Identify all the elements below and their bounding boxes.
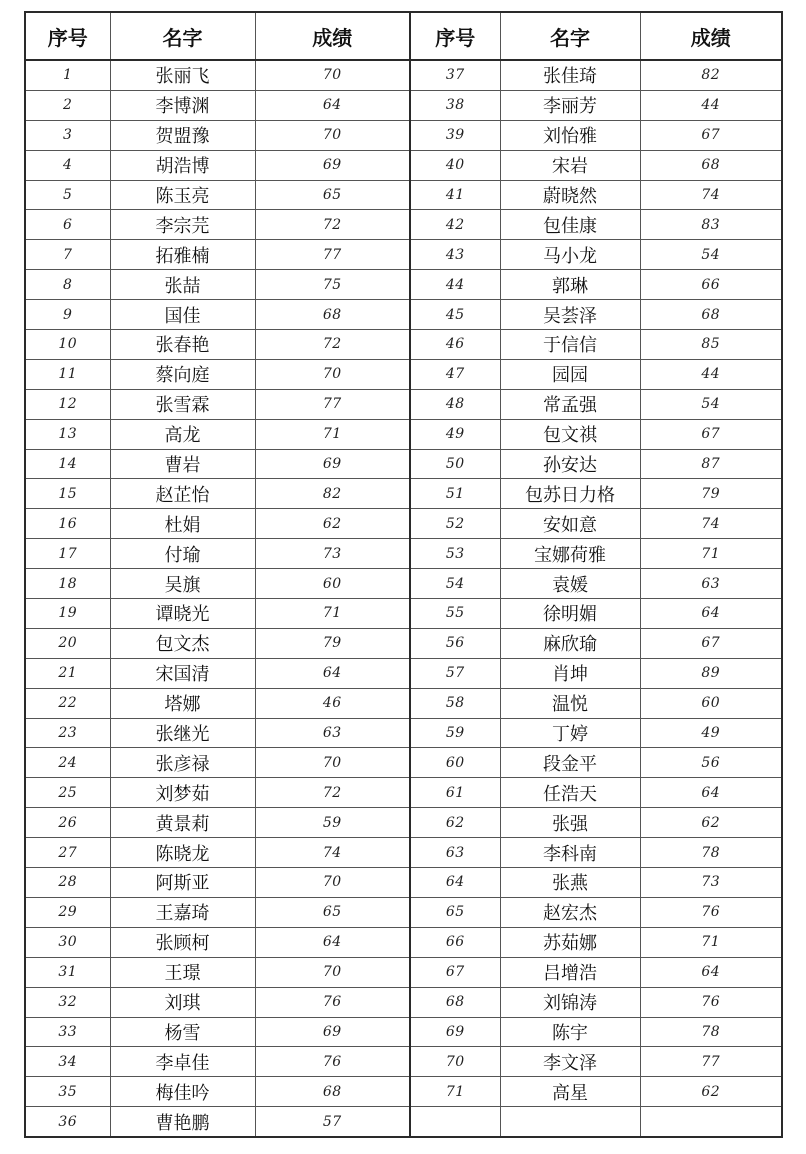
right-name-cell: 李科南 xyxy=(500,838,640,868)
table-row xyxy=(25,180,782,210)
left-score-cell: 79 xyxy=(255,628,410,658)
table-row xyxy=(25,449,782,479)
right-no-cell: 70 xyxy=(410,1047,500,1077)
left-score-cell: 68 xyxy=(255,1077,410,1107)
left-score-cell: 57 xyxy=(255,1107,410,1137)
left-name-cell: 黄景莉 xyxy=(110,808,255,838)
right-no-cell: 52 xyxy=(410,509,500,539)
right-score-cell: 71 xyxy=(640,927,782,957)
right-name-cell: 马小龙 xyxy=(500,240,640,270)
right-score-cell: 67 xyxy=(640,120,782,150)
left-score-cell: 76 xyxy=(255,987,410,1017)
left-name-cell: 包文杰 xyxy=(110,628,255,658)
right-name-cell: 常孟强 xyxy=(500,389,640,419)
right-name-cell: 任浩天 xyxy=(500,778,640,808)
left-name-cell: 李博渊 xyxy=(110,90,255,120)
left-name-cell: 贺盟豫 xyxy=(110,120,255,150)
right-score-cell: 89 xyxy=(640,658,782,688)
left-name-cell: 胡浩博 xyxy=(110,150,255,180)
right-score-cell: 60 xyxy=(640,688,782,718)
right-no-cell: 37 xyxy=(410,60,500,90)
left-no-cell: 35 xyxy=(25,1077,110,1107)
right-score-cell: 64 xyxy=(640,957,782,987)
right-no-cell: 53 xyxy=(410,539,500,569)
right-name-cell: 徐明媚 xyxy=(500,599,640,629)
right-score-cell: 77 xyxy=(640,1047,782,1077)
left-score-cell: 71 xyxy=(255,419,410,449)
left-name-cell: 吴旗 xyxy=(110,569,255,599)
right-score-cell: 66 xyxy=(640,270,782,300)
table-row xyxy=(25,569,782,599)
right-no-cell: 55 xyxy=(410,599,500,629)
left-name-cell: 曹艳鹏 xyxy=(110,1107,255,1137)
left-score-cell: 70 xyxy=(255,868,410,898)
right-no-cell: 67 xyxy=(410,957,500,987)
left-no-cell: 8 xyxy=(25,270,110,300)
left-score-cell: 70 xyxy=(255,359,410,389)
left-name-cell: 赵芷怡 xyxy=(110,479,255,509)
left-no-cell: 28 xyxy=(25,868,110,898)
right-no-cell: 46 xyxy=(410,330,500,360)
header-right-score: 成绩 xyxy=(640,12,782,60)
right-score-cell: 68 xyxy=(640,300,782,330)
right-no-cell: 38 xyxy=(410,90,500,120)
right-name-cell: 刘怡雅 xyxy=(500,120,640,150)
left-score-cell: 69 xyxy=(255,1017,410,1047)
right-score-cell: 54 xyxy=(640,389,782,419)
left-name-cell: 谭晓光 xyxy=(110,599,255,629)
right-score-cell: 67 xyxy=(640,419,782,449)
left-score-cell: 70 xyxy=(255,957,410,987)
left-name-cell: 李宗芫 xyxy=(110,210,255,240)
table-row xyxy=(25,150,782,180)
right-no-cell: 40 xyxy=(410,150,500,180)
left-no-cell: 26 xyxy=(25,808,110,838)
left-no-cell: 14 xyxy=(25,449,110,479)
left-name-cell: 高龙 xyxy=(110,419,255,449)
table-row xyxy=(25,658,782,688)
right-score-cell: 44 xyxy=(640,90,782,120)
left-no-cell: 19 xyxy=(25,599,110,629)
left-no-cell: 30 xyxy=(25,927,110,957)
right-name-cell: 张佳琦 xyxy=(500,60,640,90)
table-row xyxy=(25,270,782,300)
right-name-cell: 丁婷 xyxy=(500,718,640,748)
right-no-cell: 56 xyxy=(410,628,500,658)
right-score-cell: 76 xyxy=(640,897,782,927)
left-no-cell: 15 xyxy=(25,479,110,509)
right-no-cell: 51 xyxy=(410,479,500,509)
left-name-cell: 塔娜 xyxy=(110,688,255,718)
left-name-cell: 蔡向庭 xyxy=(110,359,255,389)
left-score-cell: 82 xyxy=(255,479,410,509)
right-name-cell: 段金平 xyxy=(500,748,640,778)
left-no-cell: 7 xyxy=(25,240,110,270)
left-no-cell: 1 xyxy=(25,60,110,90)
table-row xyxy=(25,389,782,419)
left-name-cell: 付瑜 xyxy=(110,539,255,569)
table-row xyxy=(25,210,782,240)
header-right-name: 名字 xyxy=(500,12,640,60)
table-row xyxy=(25,1047,782,1077)
header-left-name: 名字 xyxy=(110,12,255,60)
table-row xyxy=(25,688,782,718)
right-name-cell: 高星 xyxy=(500,1077,640,1107)
table-row xyxy=(25,300,782,330)
left-score-cell: 59 xyxy=(255,808,410,838)
right-no-cell: 44 xyxy=(410,270,500,300)
right-name-cell: 张强 xyxy=(500,808,640,838)
right-score-cell: 78 xyxy=(640,838,782,868)
left-no-cell: 9 xyxy=(25,300,110,330)
table-row xyxy=(25,957,782,987)
right-no-cell: 43 xyxy=(410,240,500,270)
right-name-cell: 孙安达 xyxy=(500,449,640,479)
right-score-cell: 76 xyxy=(640,987,782,1017)
right-score-cell: 56 xyxy=(640,748,782,778)
left-no-cell: 5 xyxy=(25,180,110,210)
right-name-cell: 陈宇 xyxy=(500,1017,640,1047)
left-score-cell: 64 xyxy=(255,927,410,957)
left-score-cell: 70 xyxy=(255,60,410,90)
right-score-cell: 85 xyxy=(640,330,782,360)
left-score-cell: 62 xyxy=(255,509,410,539)
left-score-cell: 74 xyxy=(255,838,410,868)
right-no-cell: 58 xyxy=(410,688,500,718)
right-score-cell: 87 xyxy=(640,449,782,479)
left-no-cell: 17 xyxy=(25,539,110,569)
right-name-cell: 张燕 xyxy=(500,868,640,898)
right-score-cell: 73 xyxy=(640,868,782,898)
left-no-cell: 34 xyxy=(25,1047,110,1077)
right-no-cell: 54 xyxy=(410,569,500,599)
table-row xyxy=(25,897,782,927)
left-no-cell: 27 xyxy=(25,838,110,868)
left-score-cell: 76 xyxy=(255,1047,410,1077)
left-score-cell: 72 xyxy=(255,330,410,360)
right-no-cell: 41 xyxy=(410,180,500,210)
left-score-cell: 65 xyxy=(255,180,410,210)
right-name-cell: 麻欣瑜 xyxy=(500,628,640,658)
left-name-cell: 宋国清 xyxy=(110,658,255,688)
left-no-cell: 33 xyxy=(25,1017,110,1047)
left-name-cell: 王璟 xyxy=(110,957,255,987)
left-name-cell: 曹岩 xyxy=(110,449,255,479)
left-name-cell: 陈晓龙 xyxy=(110,838,255,868)
left-no-cell: 22 xyxy=(25,688,110,718)
right-name-cell xyxy=(500,1107,640,1137)
table-row xyxy=(25,748,782,778)
left-score-cell: 60 xyxy=(255,569,410,599)
right-score-cell: 74 xyxy=(640,180,782,210)
header-right-no: 序号 xyxy=(410,12,500,60)
left-no-cell: 29 xyxy=(25,897,110,927)
right-no-cell: 47 xyxy=(410,359,500,389)
right-name-cell: 包佳康 xyxy=(500,210,640,240)
table-row xyxy=(25,359,782,389)
left-name-cell: 梅佳吟 xyxy=(110,1077,255,1107)
left-score-cell: 72 xyxy=(255,210,410,240)
left-no-cell: 3 xyxy=(25,120,110,150)
right-no-cell: 59 xyxy=(410,718,500,748)
left-name-cell: 陈玉亮 xyxy=(110,180,255,210)
right-name-cell: 于信信 xyxy=(500,330,640,360)
table-row xyxy=(25,808,782,838)
right-score-cell: 63 xyxy=(640,569,782,599)
left-score-cell: 70 xyxy=(255,120,410,150)
right-score-cell: 62 xyxy=(640,1077,782,1107)
table-row xyxy=(25,868,782,898)
left-no-cell: 18 xyxy=(25,569,110,599)
left-no-cell: 16 xyxy=(25,509,110,539)
left-no-cell: 4 xyxy=(25,150,110,180)
left-no-cell: 31 xyxy=(25,957,110,987)
left-name-cell: 国佳 xyxy=(110,300,255,330)
left-name-cell: 张继光 xyxy=(110,718,255,748)
right-no-cell: 66 xyxy=(410,927,500,957)
table-row xyxy=(25,718,782,748)
left-no-cell: 25 xyxy=(25,778,110,808)
right-name-cell: 李文泽 xyxy=(500,1047,640,1077)
right-no-cell: 64 xyxy=(410,868,500,898)
left-name-cell: 阿斯亚 xyxy=(110,868,255,898)
left-name-cell: 李卓佳 xyxy=(110,1047,255,1077)
left-no-cell: 32 xyxy=(25,987,110,1017)
score-sheet-table xyxy=(24,11,783,1138)
right-name-cell: 包文祺 xyxy=(500,419,640,449)
table-row xyxy=(25,479,782,509)
right-score-cell: 71 xyxy=(640,539,782,569)
right-score-cell: 68 xyxy=(640,150,782,180)
left-score-cell: 75 xyxy=(255,270,410,300)
right-no-cell: 45 xyxy=(410,300,500,330)
table-row xyxy=(25,330,782,360)
left-name-cell: 杨雪 xyxy=(110,1017,255,1047)
right-name-cell: 吴荟泽 xyxy=(500,300,640,330)
right-score-cell: 67 xyxy=(640,628,782,658)
left-score-cell: 71 xyxy=(255,599,410,629)
right-score-cell: 62 xyxy=(640,808,782,838)
right-no-cell: 63 xyxy=(410,838,500,868)
left-no-cell: 21 xyxy=(25,658,110,688)
left-no-cell: 10 xyxy=(25,330,110,360)
right-score-cell: 64 xyxy=(640,778,782,808)
right-score-cell: 78 xyxy=(640,1017,782,1047)
left-no-cell: 20 xyxy=(25,628,110,658)
left-score-cell: 72 xyxy=(255,778,410,808)
right-name-cell: 赵宏杰 xyxy=(500,897,640,927)
table-row xyxy=(25,599,782,629)
right-score-cell: 74 xyxy=(640,509,782,539)
table-row xyxy=(25,927,782,957)
right-name-cell: 温悦 xyxy=(500,688,640,718)
left-name-cell: 张顾柯 xyxy=(110,927,255,957)
table-row xyxy=(25,987,782,1017)
table-row xyxy=(25,778,782,808)
right-no-cell: 49 xyxy=(410,419,500,449)
left-score-cell: 68 xyxy=(255,300,410,330)
right-name-cell: 包苏日力格 xyxy=(500,479,640,509)
right-no-cell: 68 xyxy=(410,987,500,1017)
header-left-no: 序号 xyxy=(25,12,110,60)
left-name-cell: 张雪霖 xyxy=(110,389,255,419)
left-no-cell: 11 xyxy=(25,359,110,389)
left-score-cell: 77 xyxy=(255,240,410,270)
left-name-cell: 拓雅楠 xyxy=(110,240,255,270)
table-row xyxy=(25,539,782,569)
left-name-cell: 张喆 xyxy=(110,270,255,300)
left-score-cell: 73 xyxy=(255,539,410,569)
table-row xyxy=(25,1077,782,1107)
left-score-cell: 77 xyxy=(255,389,410,419)
left-name-cell: 刘琪 xyxy=(110,987,255,1017)
table-row xyxy=(25,240,782,270)
right-name-cell: 李丽芳 xyxy=(500,90,640,120)
right-score-cell: 49 xyxy=(640,718,782,748)
right-no-cell: 65 xyxy=(410,897,500,927)
right-score-cell: 54 xyxy=(640,240,782,270)
right-name-cell: 宋岩 xyxy=(500,150,640,180)
left-no-cell: 36 xyxy=(25,1107,110,1137)
table-row xyxy=(25,509,782,539)
table-row xyxy=(25,90,782,120)
left-score-cell: 63 xyxy=(255,718,410,748)
right-name-cell: 肖坤 xyxy=(500,658,640,688)
right-no-cell: 62 xyxy=(410,808,500,838)
table-row xyxy=(25,838,782,868)
right-score-cell: 82 xyxy=(640,60,782,90)
right-no-cell xyxy=(410,1107,500,1137)
right-no-cell: 60 xyxy=(410,748,500,778)
table-body xyxy=(25,60,782,1137)
left-score-cell: 46 xyxy=(255,688,410,718)
right-name-cell: 蔚晓然 xyxy=(500,180,640,210)
left-no-cell: 24 xyxy=(25,748,110,778)
left-score-cell: 64 xyxy=(255,90,410,120)
right-no-cell: 50 xyxy=(410,449,500,479)
left-score-cell: 65 xyxy=(255,897,410,927)
table-row xyxy=(25,1107,782,1137)
table-row xyxy=(25,120,782,150)
right-no-cell: 71 xyxy=(410,1077,500,1107)
right-name-cell: 安如意 xyxy=(500,509,640,539)
header-left-score: 成绩 xyxy=(255,12,410,60)
right-no-cell: 69 xyxy=(410,1017,500,1047)
right-score-cell: 83 xyxy=(640,210,782,240)
right-no-cell: 42 xyxy=(410,210,500,240)
right-no-cell: 39 xyxy=(410,120,500,150)
left-no-cell: 2 xyxy=(25,90,110,120)
right-no-cell: 48 xyxy=(410,389,500,419)
left-name-cell: 张丽飞 xyxy=(110,60,255,90)
right-name-cell: 苏茹娜 xyxy=(500,927,640,957)
left-no-cell: 13 xyxy=(25,419,110,449)
right-no-cell: 57 xyxy=(410,658,500,688)
table-row xyxy=(25,419,782,449)
right-name-cell: 袁媛 xyxy=(500,569,640,599)
right-score-cell: 64 xyxy=(640,599,782,629)
left-score-cell: 70 xyxy=(255,748,410,778)
left-no-cell: 6 xyxy=(25,210,110,240)
left-name-cell: 张春艳 xyxy=(110,330,255,360)
left-score-cell: 69 xyxy=(255,150,410,180)
table-row xyxy=(25,1017,782,1047)
left-score-cell: 64 xyxy=(255,658,410,688)
right-score-cell: 44 xyxy=(640,359,782,389)
left-name-cell: 杜娟 xyxy=(110,509,255,539)
left-name-cell: 王嘉琦 xyxy=(110,897,255,927)
right-name-cell: 吕增浩 xyxy=(500,957,640,987)
right-name-cell: 郭琳 xyxy=(500,270,640,300)
right-score-cell xyxy=(640,1107,782,1137)
left-no-cell: 12 xyxy=(25,389,110,419)
right-no-cell: 61 xyxy=(410,778,500,808)
table-row xyxy=(25,60,782,90)
right-name-cell: 园园 xyxy=(500,359,640,389)
right-score-cell: 79 xyxy=(640,479,782,509)
right-name-cell: 刘锦涛 xyxy=(500,987,640,1017)
left-name-cell: 张彦禄 xyxy=(110,748,255,778)
table-row xyxy=(25,628,782,658)
left-name-cell: 刘梦茹 xyxy=(110,778,255,808)
left-score-cell: 69 xyxy=(255,449,410,479)
header-row xyxy=(25,12,782,60)
left-no-cell: 23 xyxy=(25,718,110,748)
right-name-cell: 宝娜荷雅 xyxy=(500,539,640,569)
